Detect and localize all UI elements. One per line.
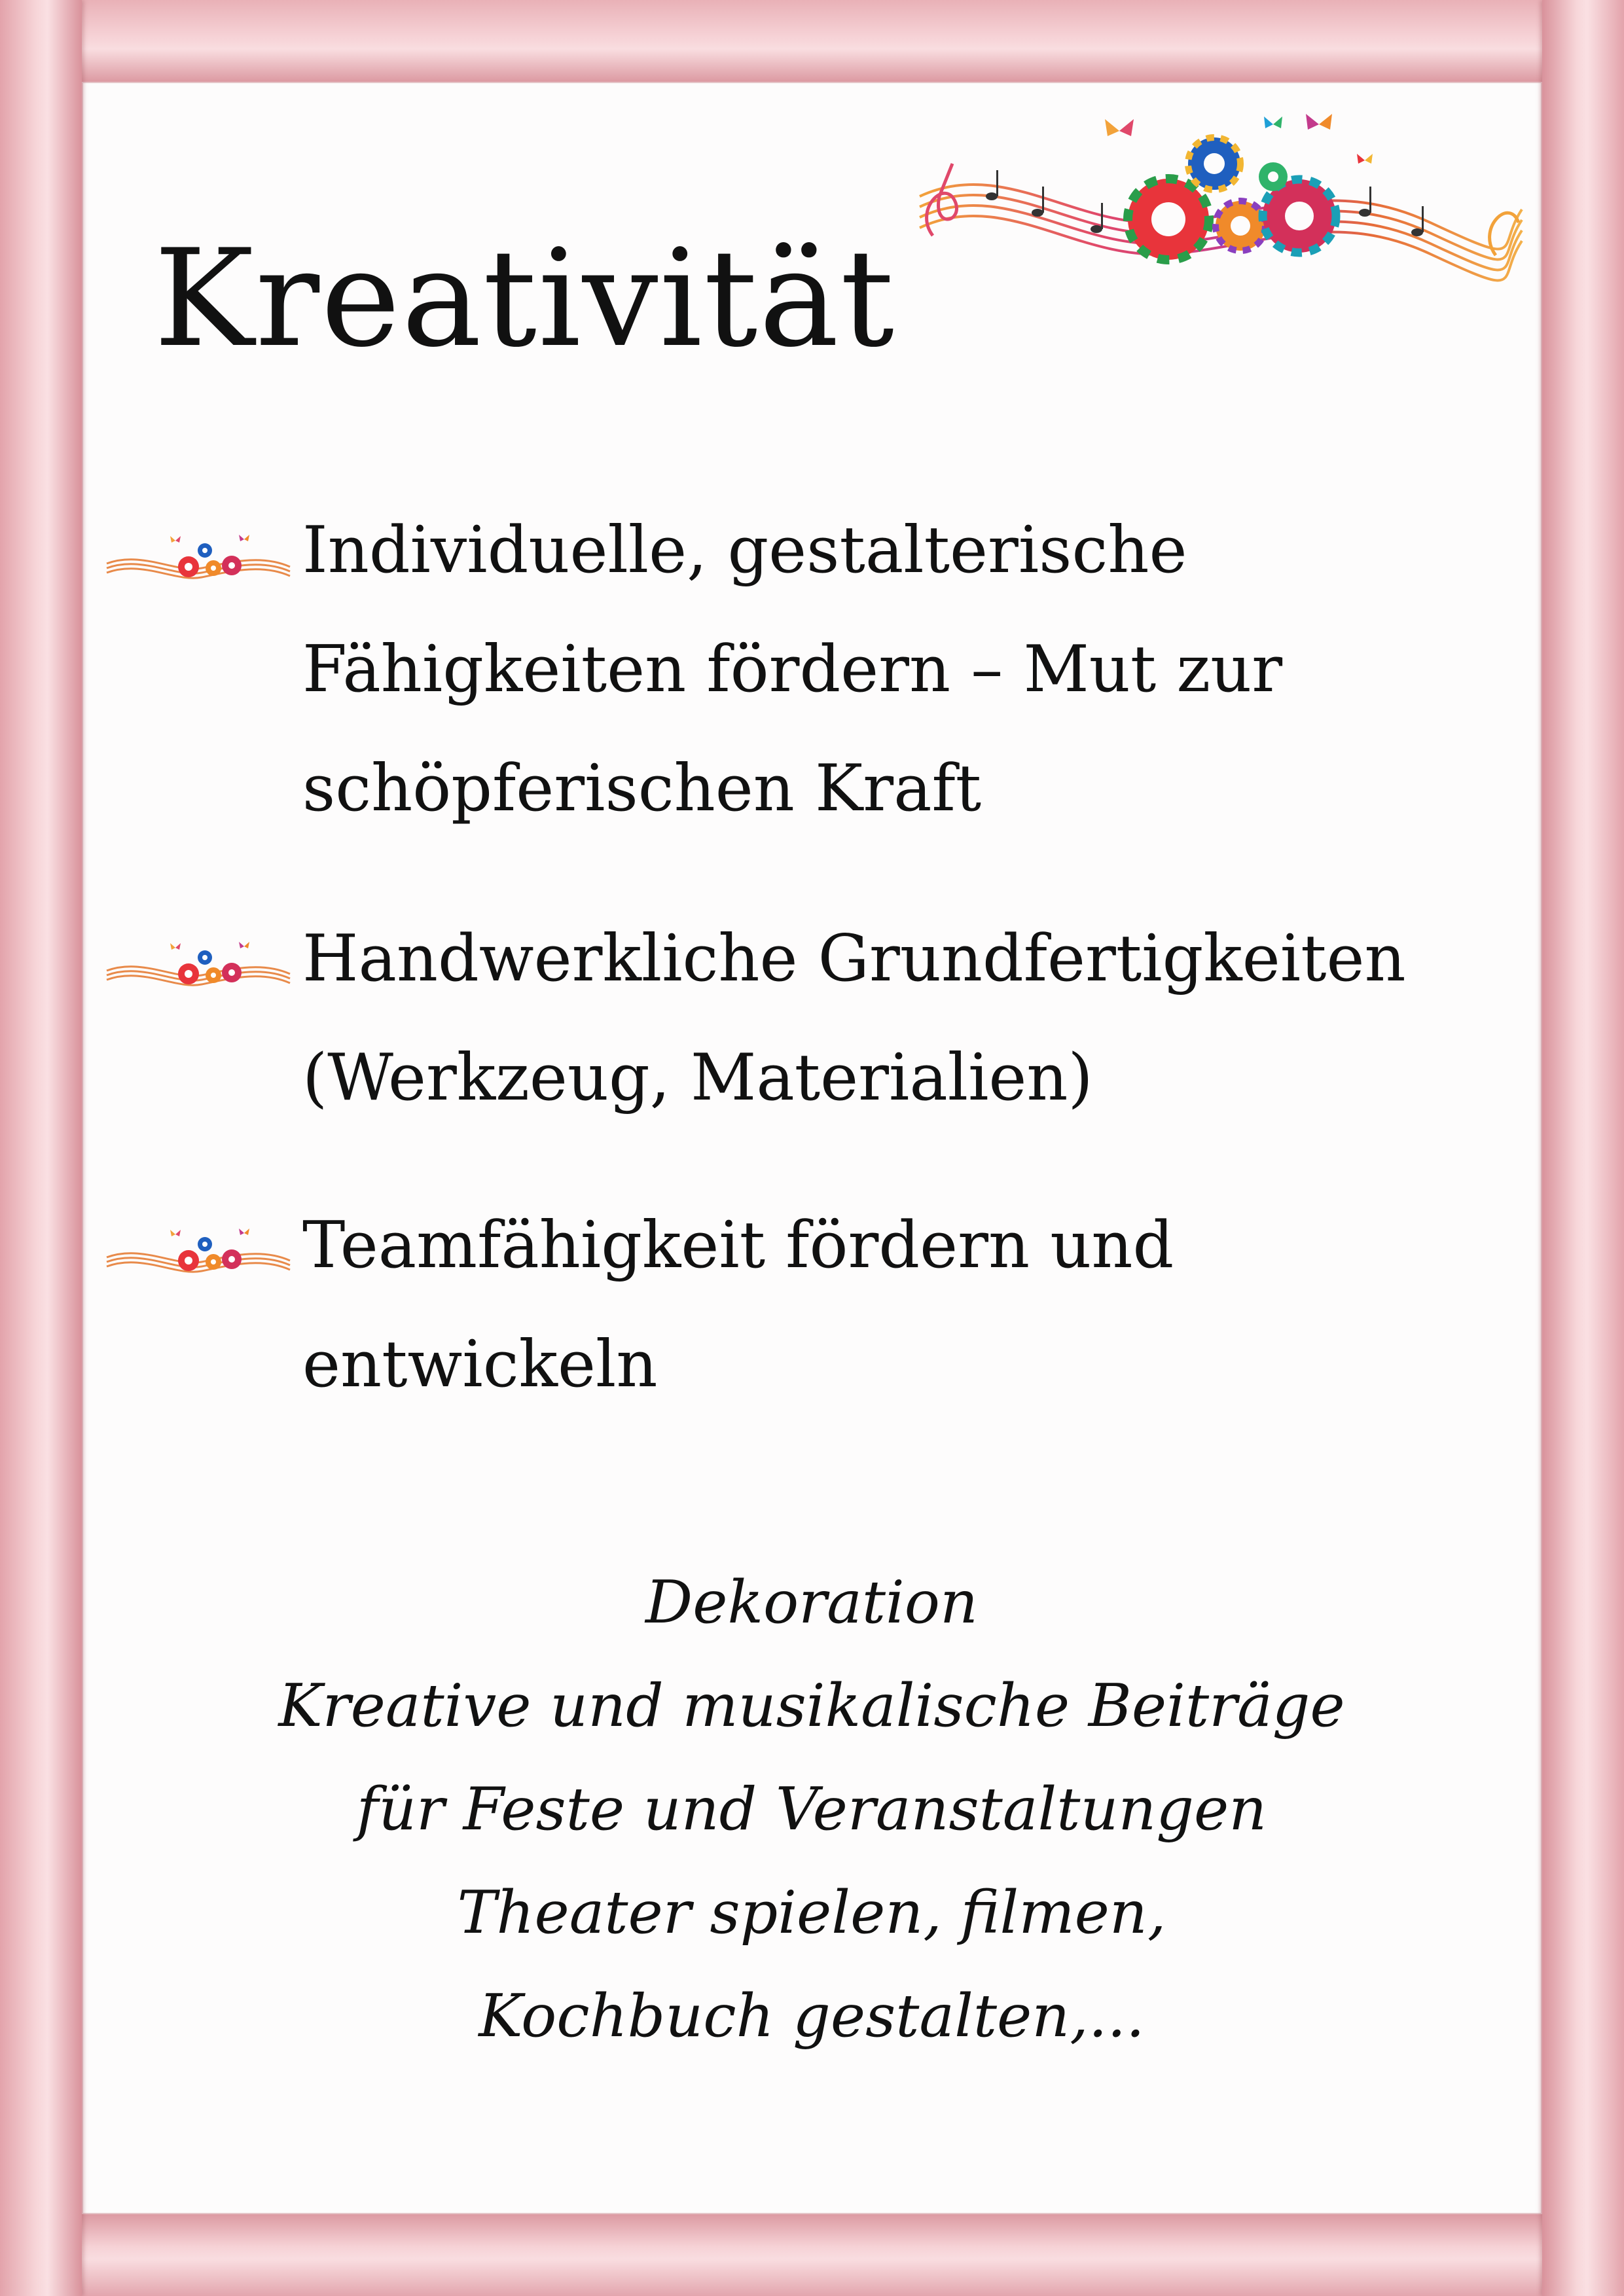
music-gears-butterflies-icon — [907, 98, 1528, 308]
frame-bottom — [0, 2214, 1624, 2296]
frame-right — [1542, 0, 1624, 2296]
frame-left — [0, 0, 82, 2296]
music-gears-bullet-icon — [103, 935, 293, 994]
list-item: Handwerkliche Grundfertigkeiten (Werkzeug, Materialien) — [302, 922, 1406, 1115]
music-gears-bullet-icon — [103, 1221, 293, 1280]
activity-line: für Feste und Veranstaltungen — [356, 1775, 1267, 1844]
activities-block — [157, 1551, 1466, 2068]
list-item: Individuelle, gestalterische Fähigkeiten fördern – Mut zur schöpferischen Kraft — [302, 513, 1283, 826]
activity-line: Theater spielen, filmen, — [457, 1878, 1166, 1947]
list-item: Teamfähigkeit fördern und entwickeln — [302, 1208, 1174, 1402]
activity-line: Dekoration — [645, 1568, 978, 1637]
activity-line: Kreative und musikalische Beiträge — [278, 1672, 1345, 1740]
activity-line: Kochbuch gestalten,... — [478, 1982, 1145, 2051]
page-title: Kreativität — [154, 221, 895, 377]
frame-top — [0, 0, 1624, 82]
music-gears-bullet-icon — [103, 528, 293, 586]
